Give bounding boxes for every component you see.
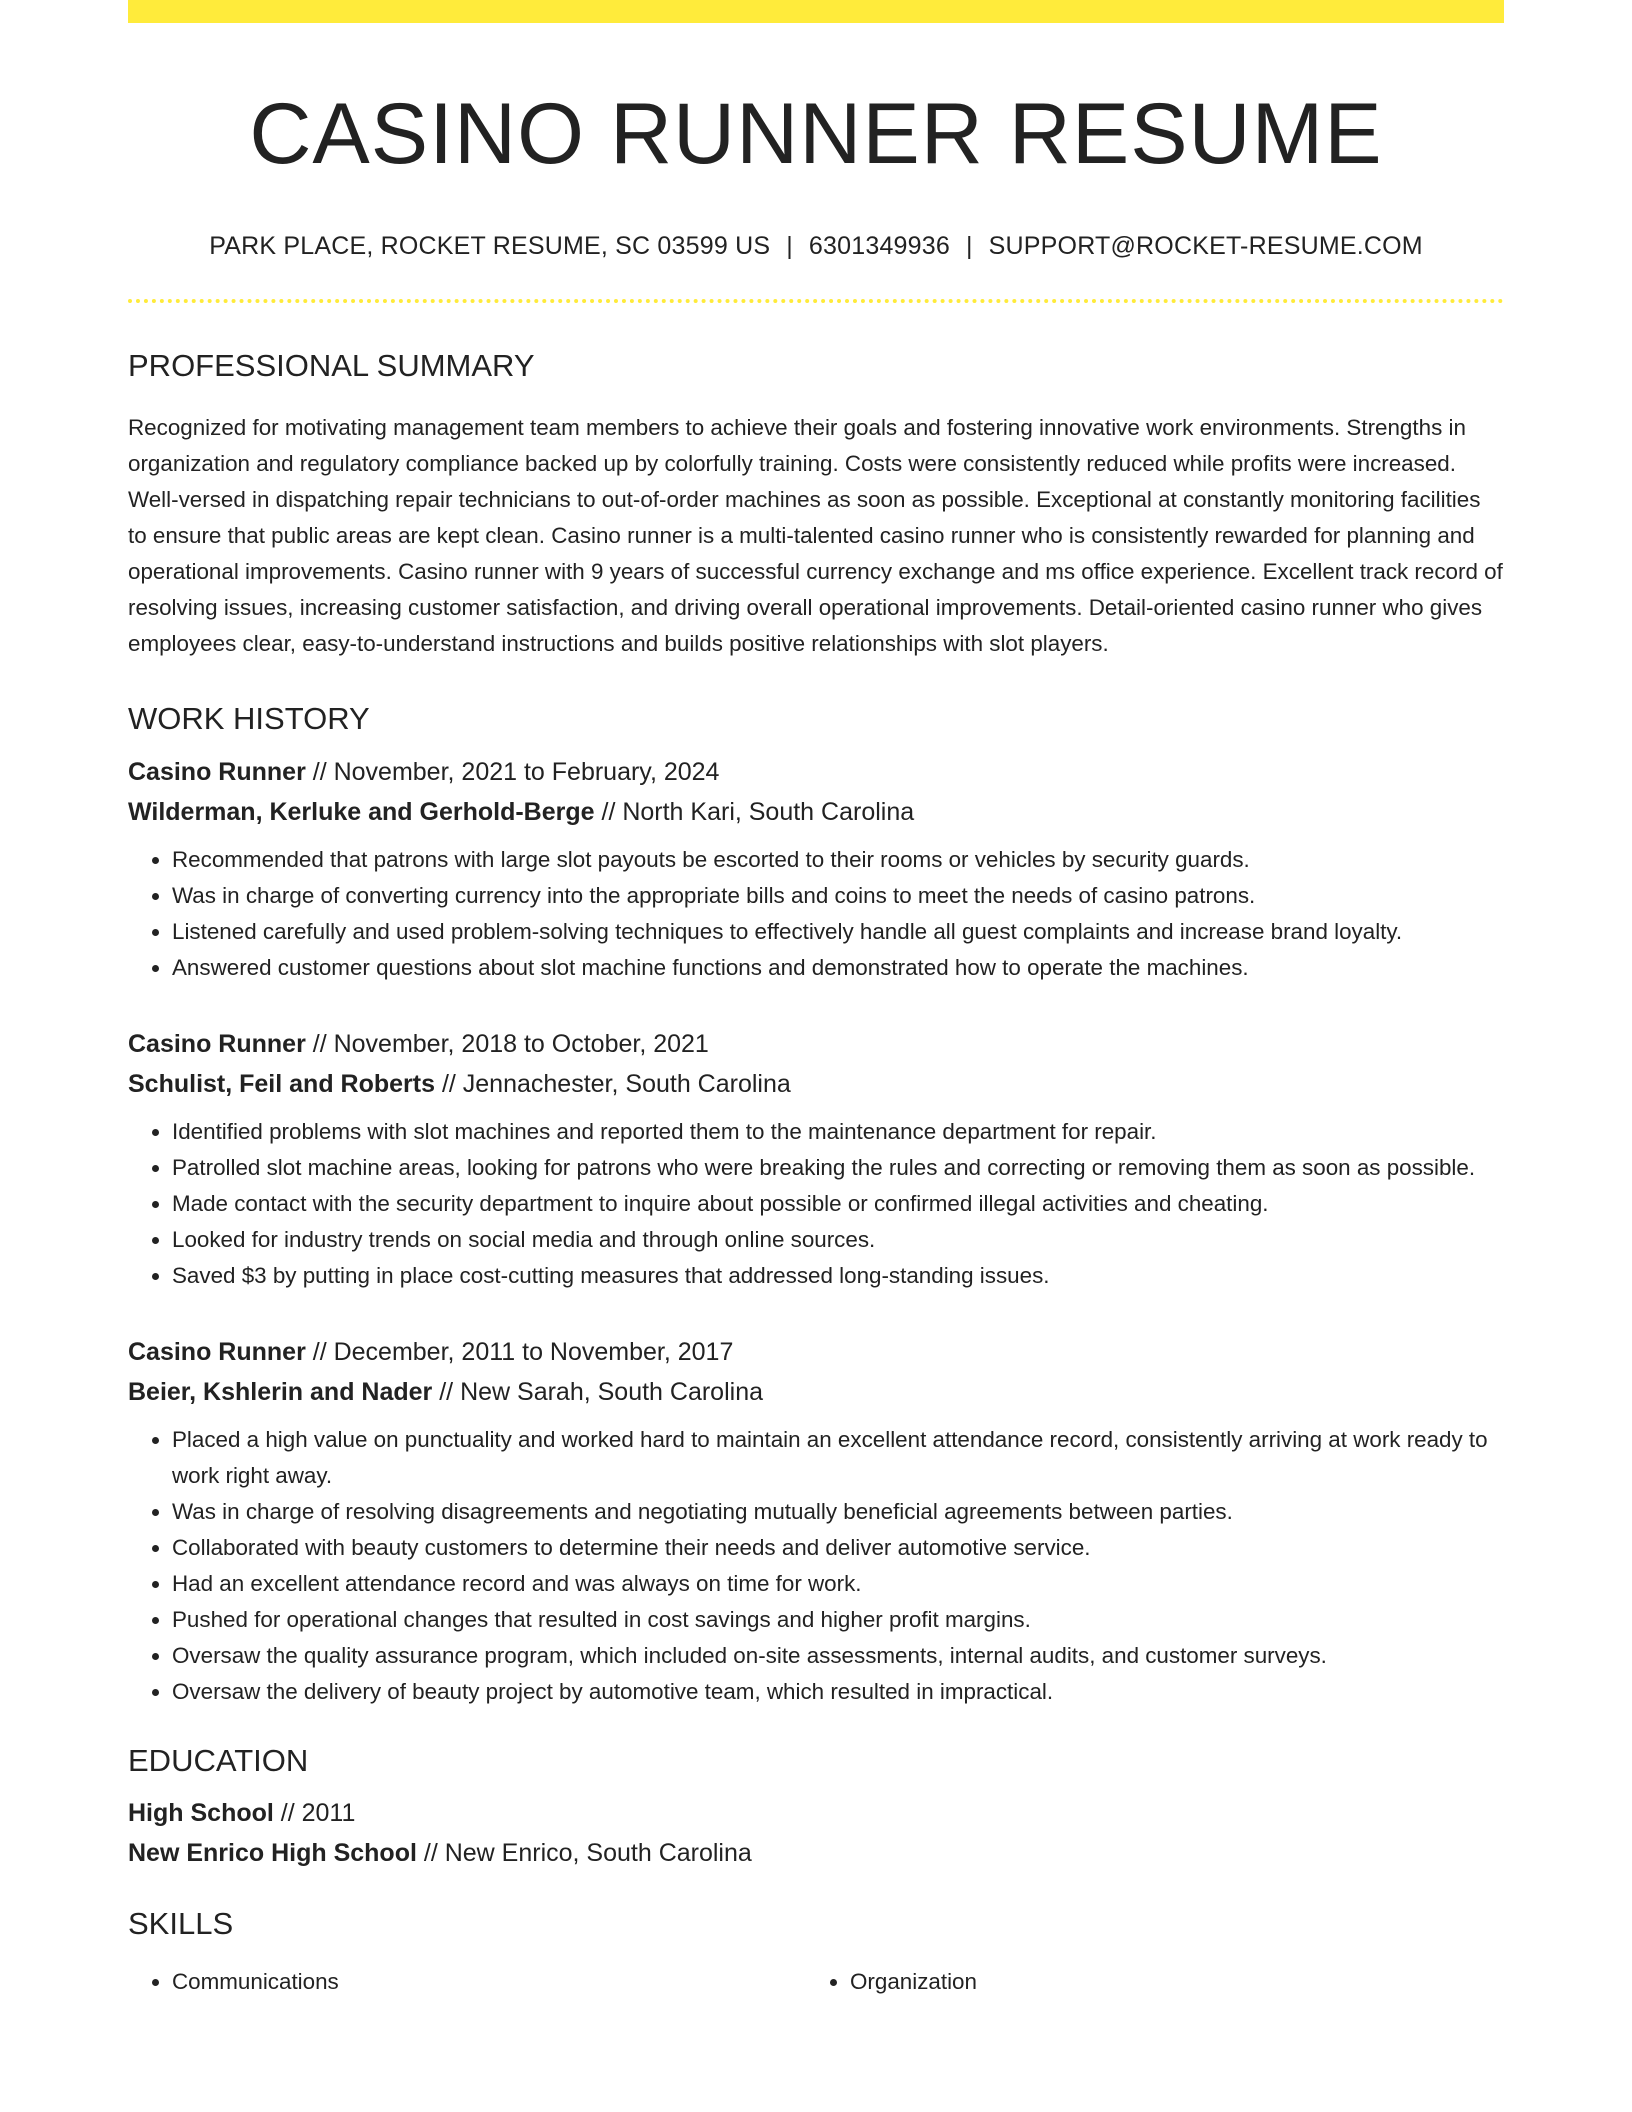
list-item: • Made contact with the security department to inquire about possible or confirmed illegal activities and cheating. <box>172 1186 1504 1222</box>
list-item: • Listened carefully and used problem-solving techniques to effectively handle all guest complaints and increase brand loyalty. <box>172 914 1504 950</box>
job-company: Beier, Kshlerin and Nader <box>128 1377 433 1406</box>
list-item: • Looked for industry trends on social media and through online sources. <box>172 1222 1504 1258</box>
job-dates: // November, 2021 to February, 2024 <box>305 757 720 786</box>
list-item: • Placed a high value on punctuality and worked hard to maintain an excellent attendance record, consistently arriving at work ready to work right away. <box>172 1422 1504 1494</box>
job-company-line <box>128 792 1504 832</box>
skill-item: • Organization <box>850 1964 1484 2000</box>
job-title-line <box>128 1024 1504 1064</box>
summary-heading: PROFESSIONAL SUMMARY <box>128 348 535 384</box>
education-degree: High School <box>128 1798 274 1827</box>
list-item: • Patrolled slot machine areas, looking for patrons who were breaking the rules and correcting or removing them as soon as possible. <box>172 1150 1504 1186</box>
job-title-line <box>128 1332 1504 1372</box>
education-degree-line <box>128 1793 1504 1833</box>
job-company-line <box>128 1064 1504 1104</box>
contact-email: SUPPORT@ROCKET-RESUME.COM <box>988 232 1423 261</box>
list-item: • Recommended that patrons with large slot payouts be escorted to their rooms or vehicles by security guards. <box>172 842 1504 878</box>
skills-heading: SKILLS <box>128 1905 234 1941</box>
education-entry <box>128 1793 1504 1873</box>
job-location: // North Kari, South Carolina <box>594 797 915 826</box>
summary-text: Recognized for motivating management team members to achieve their goals and fostering innovative work environments. Strengths in organization and regulatory compliance backed up by colorfully training. Costs were consistently reduced while profits were increased. Well-versed in dispatching repair technicians to out-of-order machines as soon as possible. Exceptional at constantly monitoring facilities to ensure that public areas are kept clean. Casino runner is a multi-talented casino runner who is consistently rewarded for planning and operational improvements. Casino runner with 9 years of successful currency exchange and ms office experience. Excellent track record of resolving issues, increasing customer satisfaction, and driving overall operational improvements. Detail-oriented casino runner who gives employees clear, easy-to-understand instructions and builds positive relationships with slot players. <box>128 415 1503 657</box>
job-bullets <box>128 1114 1504 1294</box>
list-item: • Answered customer questions about slot machine functions and demonstrated how to operate the machines. <box>172 950 1504 986</box>
list-item: • Was in charge of converting currency into the appropriate bills and coins to meet the needs of casino patrons. <box>172 878 1504 914</box>
contact-separator: | <box>786 232 793 261</box>
contact-separator: | <box>965 232 973 261</box>
list-item: • Saved $3 by putting in place cost-cutting measures that addressed long-standing issues. <box>172 1258 1504 1294</box>
resume-title: CASINO RUNNER RESUME <box>249 86 1383 182</box>
resume-page <box>128 0 1504 2000</box>
list-item: • Was in charge of resolving disagreements and negotiating mutually beneficial agreements between parties. <box>172 1494 1504 1530</box>
skill-item: • Communications <box>172 1964 806 2000</box>
job-entry <box>128 1332 1504 1710</box>
job-title-line <box>128 752 1504 792</box>
education-location: // New Enrico, South Carolina <box>416 1838 752 1867</box>
job-dates: // November, 2018 to October, 2021 <box>305 1029 709 1058</box>
education-year: // 2011 <box>273 1798 356 1827</box>
accent-top-bar <box>128 0 1504 23</box>
list-item: • Had an excellent attendance record and was always on time for work. <box>172 1566 1504 1602</box>
job-title: Casino Runner <box>128 1029 306 1058</box>
list-item: • Pushed for operational changes that resulted in cost savings and higher profit margins. <box>172 1602 1504 1638</box>
contact-line <box>128 232 1504 261</box>
dotted-divider <box>128 299 1504 303</box>
education-school: New Enrico High School <box>128 1838 417 1867</box>
job-company: Schulist, Feil and Roberts <box>128 1069 435 1098</box>
job-company-line <box>128 1372 1504 1412</box>
job-bullets <box>128 842 1504 986</box>
skills-list <box>128 1964 1504 2000</box>
list-item: • Oversaw the quality assurance program, which included on-site assessments, internal audits, and customer surveys. <box>172 1638 1504 1674</box>
contact-address: PARK PLACE, ROCKET RESUME, SC 03599 US <box>209 232 771 261</box>
job-bullets <box>128 1422 1504 1710</box>
work-history-heading: WORK HISTORY <box>128 701 370 737</box>
skills-column-left <box>128 1964 806 2000</box>
skills-column-right <box>806 1964 1484 2000</box>
list-item: • Identified problems with slot machines and reported them to the maintenance department for repair. <box>172 1114 1504 1150</box>
list-item: • Collaborated with beauty customers to determine their needs and deliver automotive service. <box>172 1530 1504 1566</box>
job-title: Casino Runner <box>128 1337 306 1366</box>
contact-phone: 6301349936 <box>808 232 950 261</box>
job-title: Casino Runner <box>128 757 306 786</box>
job-location: // New Sarah, South Carolina <box>432 1377 764 1406</box>
job-location: // Jennachester, South Carolina <box>435 1069 791 1098</box>
job-entry <box>128 1024 1504 1294</box>
job-dates: // December, 2011 to November, 2017 <box>305 1337 734 1366</box>
job-company: Wilderman, Kerluke and Gerhold-Berge <box>128 797 595 826</box>
job-entry <box>128 752 1504 986</box>
education-school-line <box>128 1833 1504 1873</box>
education-heading: EDUCATION <box>128 1742 309 1778</box>
list-item: • Oversaw the delivery of beauty project by automotive team, which resulted in impractical. <box>172 1674 1504 1710</box>
